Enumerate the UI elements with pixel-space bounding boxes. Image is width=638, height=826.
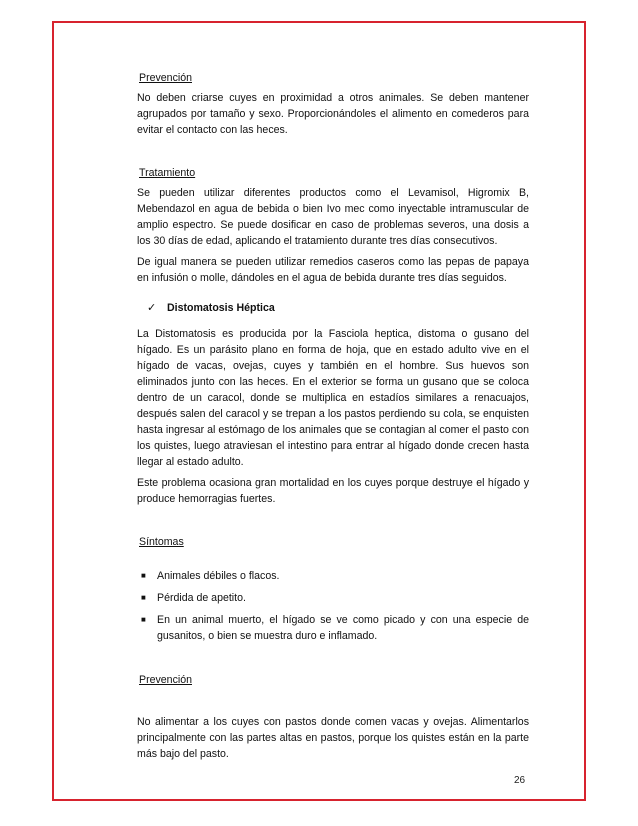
paragraph-distomatosis-2: Este problema ocasiona gran mortalidad en los cuyes porque destruye el hígado y produce hemorragias fuertes.	[137, 477, 529, 505]
paragraph-tratamiento-2: De igual manera se pueden utilizar remedios caseros como las pepas de papaya en infusión o molle, dándoles en el agua de bebida durante tres días seguidos.	[137, 256, 529, 284]
list-item-text: Pérdida de apetito.	[157, 592, 246, 604]
square-bullet-icon: ■	[141, 615, 146, 624]
heading-prevencion-2: Prevención	[139, 674, 192, 686]
heading-sintomas: Síntomas	[139, 536, 184, 548]
heading-tratamiento: Tratamiento	[139, 167, 196, 179]
symptoms-list	[137, 568, 529, 644]
square-bullet-icon: ■	[141, 571, 146, 580]
list-item-text: En un animal muerto, el hígado se ve como picado y con una especie de gusanitos, o bien se muestra duro e inflamado.	[157, 614, 529, 642]
heading-distomatosis: Distomatosis Héptica	[167, 302, 275, 314]
list-item	[137, 568, 529, 584]
paragraph-distomatosis-1: La Distomatosis es producida por la Fasciola heptica, distoma o gusano del hígado. Es un parásito plano en forma de hoja, que en estado adulto vive en el hígado de vacas, ovejas, cuyes y también en el hombre. Sus huevos son eliminados junto con las heces. En el exterior se forma un gusano que se coloca dentro de un caracol, donde se multiplica en estadíos similares a renacuajos, después salen del caracol y se trepan a los pastos perdiendo su cola, se enquisten hasta ingresar al estómago de los animales que se contagian al comer el pasto con los quistes, luego atraviesan el intestino para entrar al hígado donde crecen hasta llegar al estado adulto.	[137, 328, 529, 468]
list-item-text: Animales débiles o flacos.	[157, 570, 280, 582]
list-item	[137, 612, 529, 644]
square-bullet-icon: ■	[141, 593, 146, 602]
paragraph-tratamiento-1: Se pueden utilizar diferentes productos como el Levamisol, Higromix B, Mebendazol en agua de bebida o bien Ivo mec como inyectable intramuscular de amplio espectro. Se puede dosificar en caso de problemas severos, una dosis a los 30 días de edad, aplicando el tratamiento durante tres días consecutivos.	[137, 187, 529, 247]
paragraph-prevencion-2: No alimentar a los cuyes con pastos donde comen vacas y ovejas. Alimentarlos principalmente con las partes altas en pastos, porque los quistes están en la parte más bajo del pasto.	[137, 716, 529, 760]
heading-prevencion-1: Prevención	[139, 72, 192, 84]
page-number: 26	[514, 775, 526, 786]
document-body	[137, 70, 529, 767]
checklist-item-distomatosis	[137, 300, 529, 316]
list-item	[137, 590, 529, 606]
paragraph-prevencion-1: No deben criarse cuyes en proximidad a otros animales. Se deben mantener agrupados por tamaño y sexo. Proporcionándoles el alimento en comederos para evitar el contacto con las heces.	[137, 92, 529, 136]
checkmark-icon: ✓	[147, 302, 157, 314]
